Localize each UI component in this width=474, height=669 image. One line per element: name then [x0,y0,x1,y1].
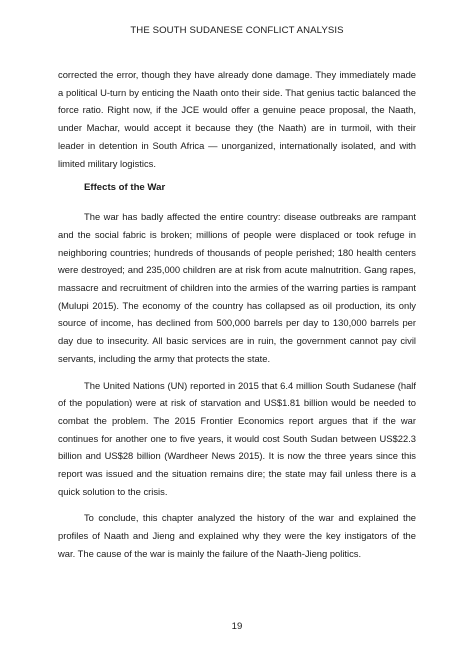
running-header: THE SOUTH SUDANESE CONFLICT ANALYSIS [130,25,344,36]
paragraph-effects: The war has badly affected the entire country: disease outbreaks are rampant and the social fabric is broken; millions of people were displaced or took refuge in neighboring countries; hundreds of thousands of people perished; 180 health centers were destroyed; and 235,000 children are at risk from acute malnutrition. Gang rapes, massacre and recruitment of children into the armies of the warring parties is rampant (Mulupi 2015). The economy of the country has collapsed as oil production, its only source of income, has declined from 500,000 barrels per day to 130,000 barrels per day due to insecurity. All basic services are in ruin, the government cannot pay civil servants, including the army that protects the state. [58,211,416,364]
page-content [58,66,416,563]
paragraph-un-report: The United Nations (UN) reported in 2015 that 6.4 million South Sudanese (half of the population) were at risk of starvation and US$1.81 billion would be needed to combat the problem. The 2015 Frontier Economics report argues that if the war continues for another one to five years, it would cost South Sudan between US$22.3 billion and US$28 billion (Wardheer News 2015). It is now the three years since this report was issued and the situation remains dire; the state may fail unless there is a quick solution to the crisis. [58,379,416,497]
page-number: 19 [231,621,243,632]
paragraph-conclusion: To conclude, this chapter analyzed the history of the war and explained the profiles of Naath and Jieng and explained why they were the key instigators of the war. The cause of the war is mainly the failure of the Naath-Jieng politics. [58,512,416,559]
section-heading: Effects of the War [84,182,166,194]
paragraph-continuation: corrected the error, though they have already done damage. They immediately made a political U-turn by enticing the Naath onto their side. That genius tactic balanced the force ratio. Right now, if the JCE would offer a genuine peace proposal, the Naath, under Machar, would accept it because they (the Naath) are in turmoil, with their leader in detention in South Africa — unorganized, internationally isolated, and with limited military logistics. [58,69,416,169]
